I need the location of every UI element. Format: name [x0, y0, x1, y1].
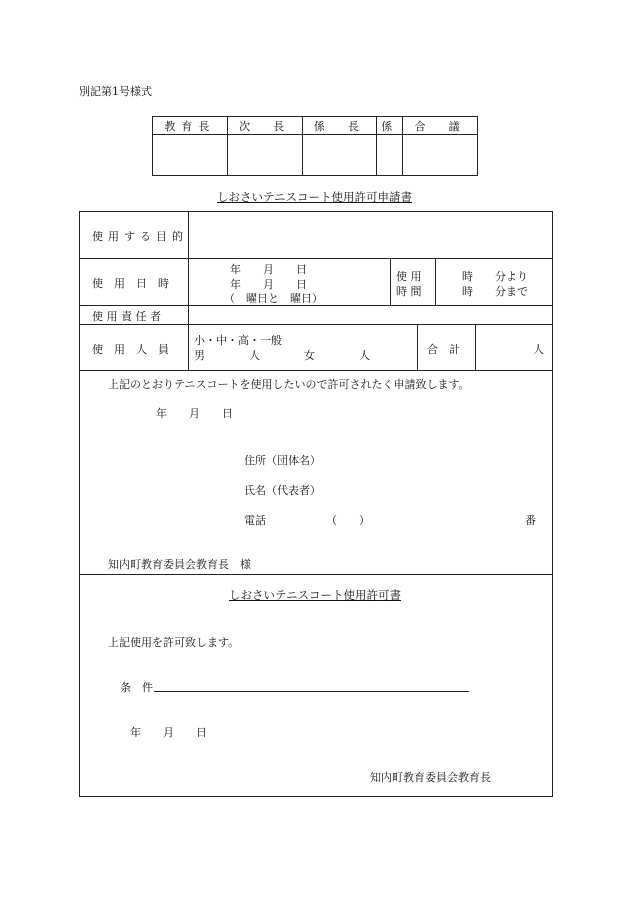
weekday-line[interactable]: （ 曜日と 曜日）: [224, 292, 323, 305]
users-label: 使 用 人 員: [92, 343, 169, 356]
approval-header-superintendent: 教育長: [153, 117, 228, 135]
request-date[interactable]: 年 月 日: [156, 407, 233, 420]
time-label-bottom: 時 間: [396, 285, 422, 298]
address-label: 住所（団体名）: [244, 454, 321, 467]
approval-stamp-cell[interactable]: [153, 135, 228, 176]
approval-header-staff: 係: [377, 117, 403, 135]
purpose-field[interactable]: [190, 214, 550, 256]
approval-stamp-cell[interactable]: [377, 135, 403, 176]
request-statement: 上記のとおりテニスコートを使用したいので許可されたく申請致します。: [108, 378, 470, 391]
permit-title: しおさいテニスコート使用許可書: [229, 588, 402, 602]
date-line-2[interactable]: 年 月 日: [230, 278, 307, 291]
phone-label: 電話: [244, 514, 266, 527]
users-gender-count[interactable]: 男 人 女 人: [194, 349, 370, 362]
date-line-1[interactable]: 年 月 日: [230, 263, 307, 276]
total-label: 合 計: [427, 343, 460, 356]
addressee: 知内町教育委員会教育長 様: [108, 558, 251, 571]
responsible-label: 使 用 責 任 者: [92, 310, 161, 323]
time-from[interactable]: 時 分より: [462, 270, 528, 283]
permit-date[interactable]: 年 月 日: [130, 726, 207, 739]
time-label-top: 使 用: [396, 270, 422, 283]
approval-header-consultation: 合 議: [403, 117, 478, 135]
phone-parens[interactable]: （ ）: [326, 514, 370, 527]
approval-stamp-cell[interactable]: [227, 135, 302, 176]
total-unit: 人: [533, 343, 544, 356]
users-categories: 小・中・高・一般: [194, 334, 282, 347]
form-number: 別記第1号様式: [79, 85, 152, 98]
name-label: 氏名（代表者）: [244, 484, 321, 497]
condition-underline[interactable]: [154, 691, 469, 692]
approval-header-chief: 係 長: [302, 117, 377, 135]
approval-stamp-cell[interactable]: [403, 135, 478, 176]
responsible-field[interactable]: [190, 307, 550, 322]
time-to[interactable]: 時 分まで: [462, 285, 528, 298]
datetime-label: 使 用 日 時: [92, 277, 169, 290]
permit-issuer: 知内町教育委員会教育長: [370, 771, 491, 784]
application-title: しおさいテニスコート使用許可申請書: [217, 190, 413, 204]
condition-label: 条 件: [120, 681, 153, 694]
approval-stamp-table: [152, 116, 478, 176]
permit-statement: 上記使用を許可致します。: [108, 636, 240, 649]
purpose-label: 使用する目的: [92, 230, 188, 243]
approval-stamp-cell[interactable]: [302, 135, 377, 176]
application-form: [79, 211, 553, 797]
phone-suffix: 番: [525, 514, 536, 527]
approval-header-deputy: 次 長: [227, 117, 302, 135]
